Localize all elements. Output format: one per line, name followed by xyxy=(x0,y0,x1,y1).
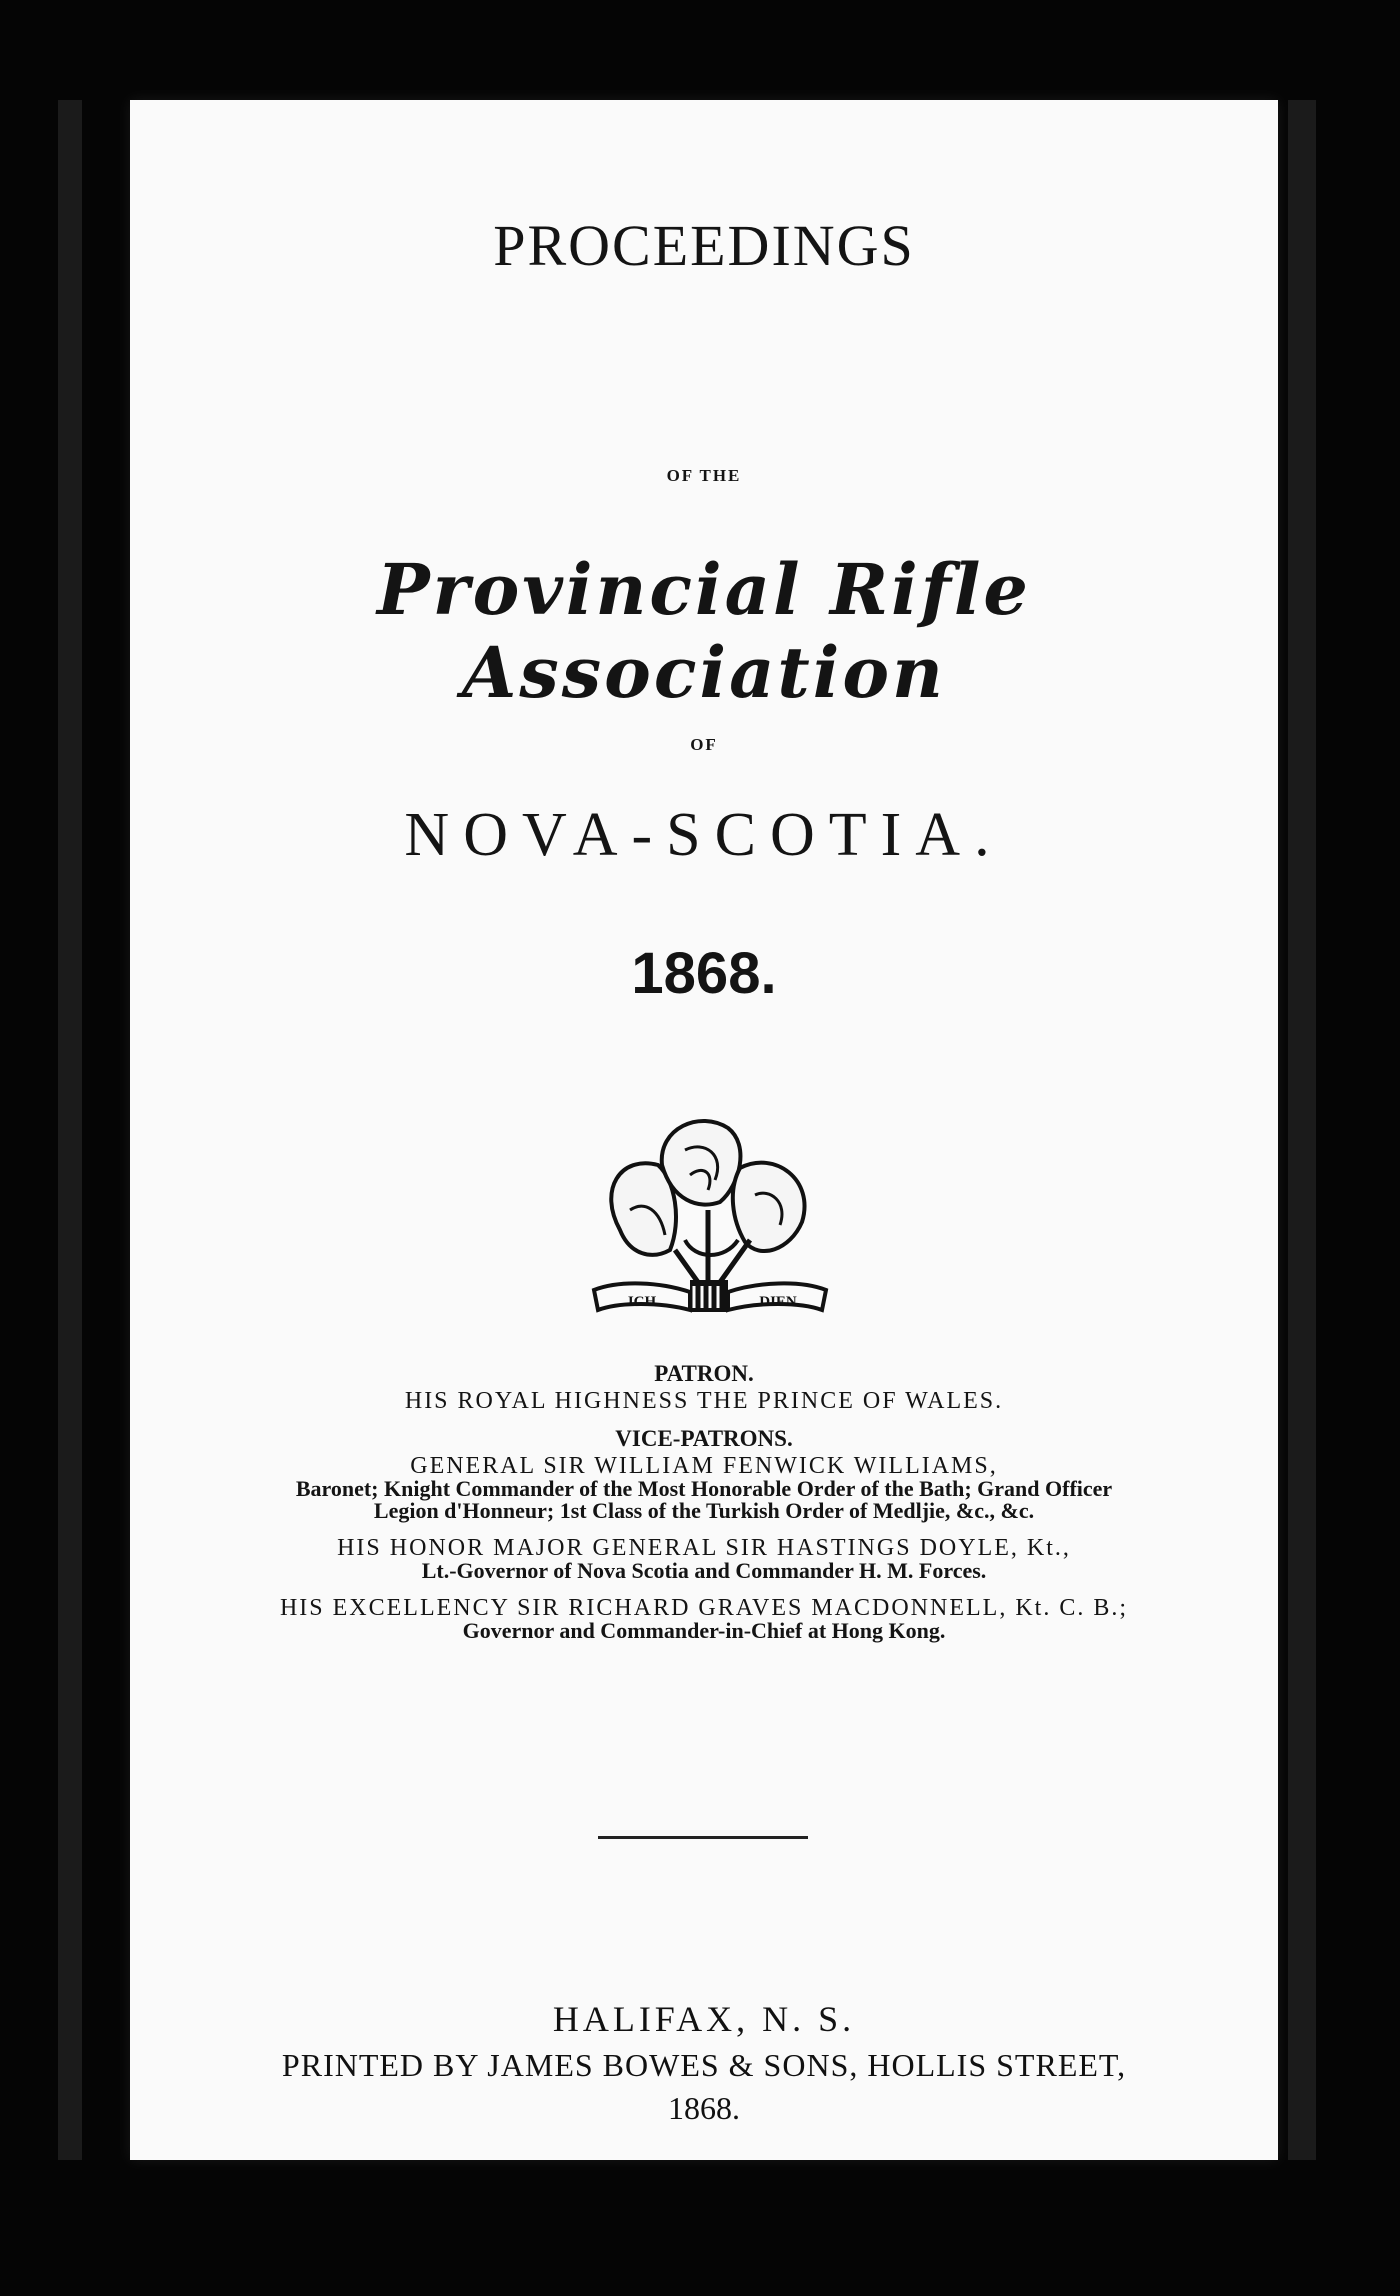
motto-left: ICH xyxy=(627,1294,657,1310)
imprint-year: 1868. xyxy=(668,2089,740,2126)
organization-name: Provincial Rifle Association xyxy=(377,548,1031,714)
motto-right: DIEN xyxy=(759,1294,797,1310)
vice-patron-detail: Governor and Commander-in-Chief at Hong Kong. xyxy=(462,1618,946,1643)
vice-patron-name: HIS EXCELLENCY SIR RICHARD GRAVES MACDONNELL, Kt. C. B.; xyxy=(279,1595,1129,1621)
divider-rule xyxy=(598,1836,808,1839)
imprint xyxy=(130,1995,1278,2130)
patrons-section xyxy=(130,1362,1278,1642)
page-title: PROCEEDINGS xyxy=(493,213,915,278)
title-page xyxy=(130,100,1278,2160)
place-name: NOVA-SCOTIA. xyxy=(404,801,1004,869)
of-the-text: OF THE xyxy=(666,466,742,485)
vice-patron-name: GENERAL SIR WILLIAM FENWICK WILLIAMS, xyxy=(410,1453,998,1479)
vice-patron-name: HIS HONOR MAJOR GENERAL SIR HASTINGS DOYLE, Kt., xyxy=(337,1535,1071,1561)
imprint-city: HALIFAX, N. S. xyxy=(552,1999,856,2039)
imprint-printer: PRINTED BY JAMES BOWES & SONS, HOLLIS STREET, xyxy=(281,2046,1127,2083)
prince-of-wales-feathers-icon xyxy=(590,1110,830,1340)
page-edge-right xyxy=(1288,100,1316,2160)
vice-patron-detail: Baronet; Knight Commander of the Most Honorable Order of the Bath; Grand Officer xyxy=(295,1476,1113,1501)
publication-year: 1868. xyxy=(631,941,777,1006)
patron-heading: PATRON. xyxy=(654,1361,754,1386)
page-edge-left xyxy=(58,100,82,2160)
patron-name: HIS ROYAL HIGHNESS THE PRINCE OF WALES. xyxy=(404,1388,1004,1414)
vice-patron-detail: Lt.-Governor of Nova Scotia and Commander H. M. Forces. xyxy=(421,1558,987,1583)
vice-patron-detail: Legion d'Honneur; 1st Class of the Turkish Order of Medljie, &c., &c. xyxy=(373,1498,1035,1523)
vice-patrons-heading: VICE-PATRONS. xyxy=(615,1426,793,1451)
of-text: OF xyxy=(690,735,718,754)
